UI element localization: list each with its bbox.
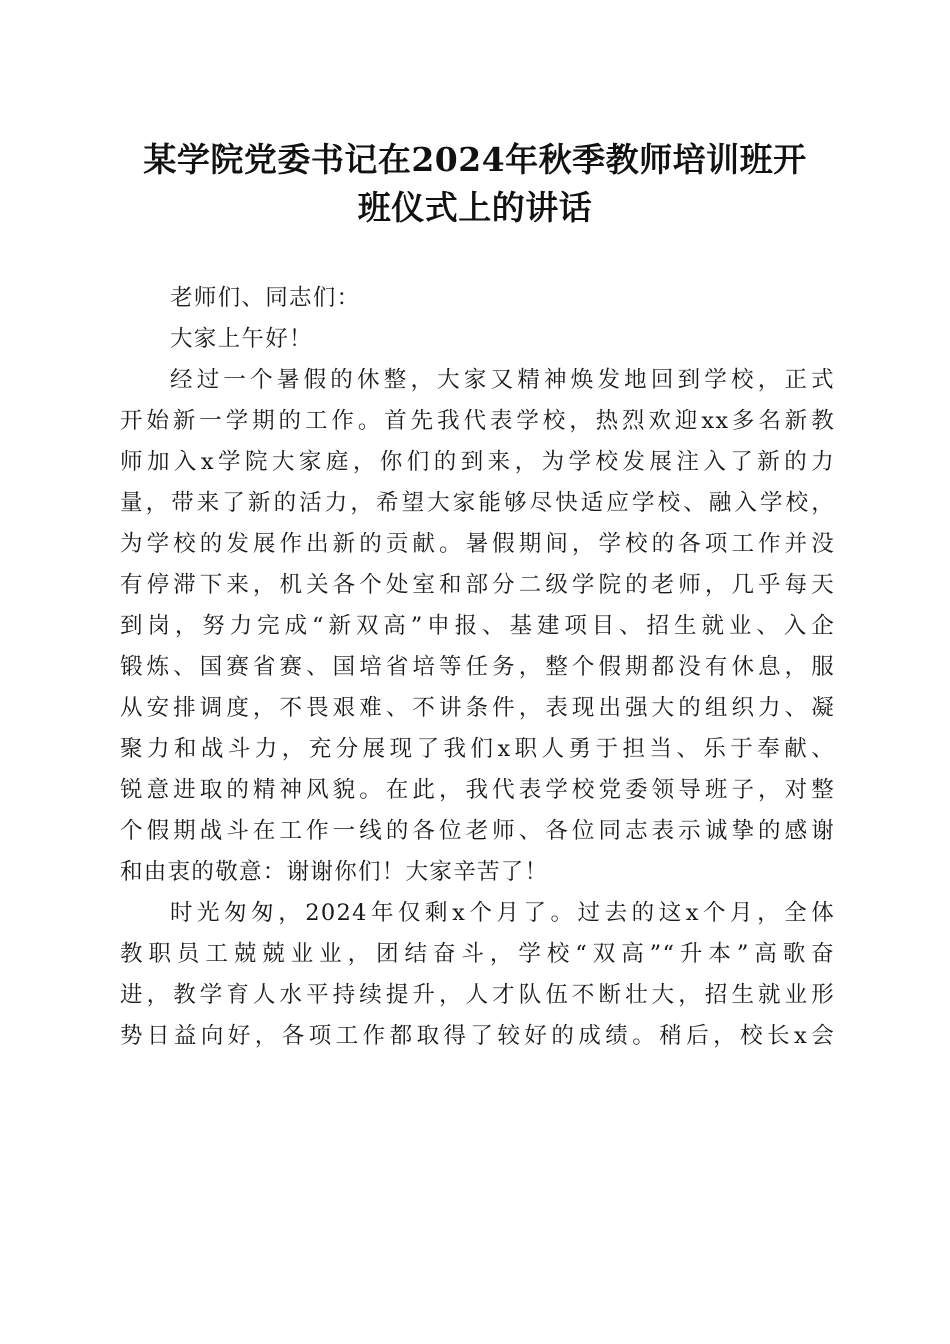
- body-line: 经过一个暑假的休整，大家又精神焕发地回到学校，正式: [170, 367, 835, 393]
- body-line: 老师们、同志们：: [170, 285, 361, 311]
- body-line: 时光匆匆，2024年仅剩x个月了。过去的这x个月，全体: [170, 900, 835, 926]
- title-line-1: 某学院党委书记在2024年秋季教师培训班开: [143, 140, 807, 179]
- body-line: 到岗，努力完成“新双高”申报、基建项目、招生就业、入企: [120, 613, 835, 639]
- body-line: 和由衷的敬意：谢谢你们！大家辛苦了！: [120, 859, 549, 885]
- body-line: 势日益向好，各项工作都取得了较好的成绩。稍后，校长x会: [120, 1023, 835, 1049]
- body-line: 锻炼、国赛省赛、国培省培等任务，整个假期都没有休息，服: [120, 654, 835, 680]
- body-line: 为学校的发展作出新的贡献。暑假期间，学校的各项工作并没: [120, 531, 835, 557]
- body-line: 有停滞下来，机关各个处室和部分二级学院的老师，几乎每天: [120, 572, 835, 598]
- body-line: 个假期战斗在工作一线的各位老师、各位同志表示诚挚的感谢: [120, 818, 835, 844]
- body-line: 开始新一学期的工作。首先我代表学校，热烈欢迎xx多名新教: [120, 408, 835, 434]
- speech-body: [120, 278, 835, 1057]
- title-line-2: 班仪式上的讲话: [357, 188, 593, 227]
- document-title: [110, 136, 840, 232]
- body-line: 聚力和战斗力，充分展现了我们x职人勇于担当、乐于奉献、: [120, 736, 835, 762]
- body-line: 从安排调度，不畏艰难、不讲条件，表现出强大的组织力、凝: [120, 695, 835, 721]
- body-line: 量，带来了新的活力，希望大家能够尽快适应学校、融入学校，: [120, 490, 835, 516]
- body-line: 进，教学育人水平持续提升，人才队伍不断壮大，招生就业形: [120, 982, 835, 1008]
- body-line: 锐意进取的精神风貌。在此，我代表学校党委领导班子，对整: [120, 777, 835, 803]
- body-line: 大家上午好！: [170, 326, 313, 352]
- body-line: 师加入x学院大家庭，你们的到来，为学校发展注入了新的力: [120, 449, 835, 475]
- body-line: 教职员工兢兢业业，团结奋斗，学校“双高”“升本”高歌奋: [120, 941, 835, 967]
